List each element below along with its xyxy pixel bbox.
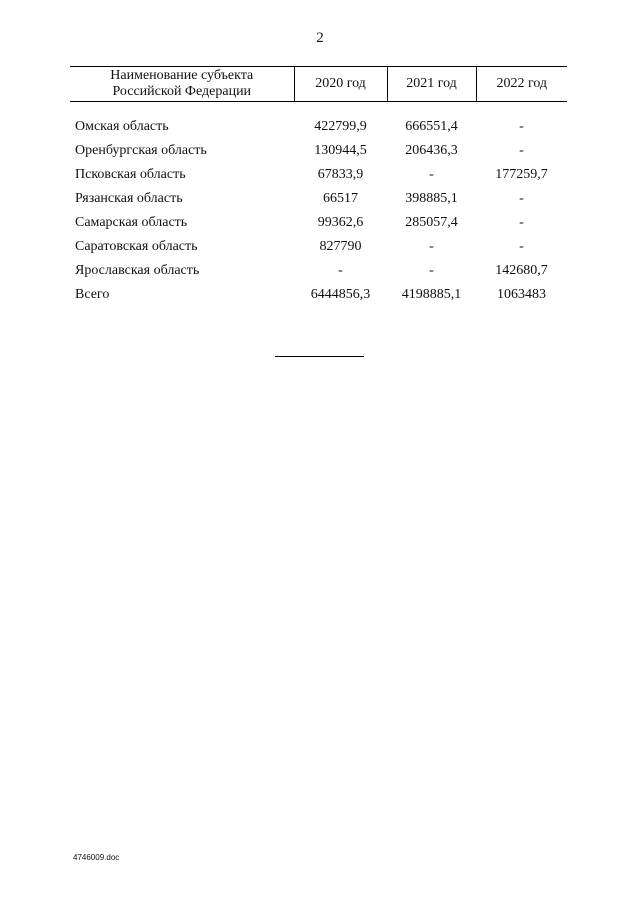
- row-value-2020: 6444856,3: [310, 287, 371, 302]
- row-value-2021: 206436,3: [405, 143, 458, 158]
- row-value-2022: -: [519, 239, 524, 254]
- table-spacer: [70, 102, 567, 116]
- table-row: [70, 115, 567, 139]
- table-total-row: [70, 283, 567, 307]
- row-subject-name: Всего: [75, 287, 110, 302]
- row-value-2022: -: [519, 191, 524, 206]
- table-header: [70, 67, 567, 102]
- header-year-2020: 2020 год: [294, 67, 387, 102]
- row-subject-name: Самарская область: [75, 215, 188, 230]
- row-value-2022: -: [519, 215, 524, 230]
- row-value-2020: 99362,6: [317, 215, 364, 230]
- header-year-2022: 2022 год: [476, 67, 567, 102]
- row-subject-name: Оренбургская область: [75, 143, 207, 158]
- row-value-2021: -: [429, 263, 434, 278]
- row-subject-name: Псковская область: [75, 167, 186, 182]
- row-value-2021: -: [429, 167, 434, 182]
- row-subject-name: Саратовская область: [75, 239, 198, 254]
- row-value-2022: 1063483: [497, 287, 546, 302]
- row-value-2020: 130944,5: [314, 143, 367, 158]
- table-row: [70, 187, 567, 211]
- document-id: 4746009.doc: [73, 853, 120, 862]
- row-subject-name: Ярославская область: [75, 263, 200, 278]
- row-value-2020: -: [338, 263, 343, 278]
- row-value-2020: 67833,9: [317, 167, 364, 182]
- row-value-2021: 4198885,1: [401, 287, 462, 302]
- row-value-2021: -: [429, 239, 434, 254]
- row-value-2021: 285057,4: [405, 215, 458, 230]
- row-value-2021: 666551,4: [405, 119, 458, 134]
- header-row: [70, 67, 567, 102]
- row-value-2020: 827790: [319, 239, 362, 254]
- row-subject-name: Омская область: [75, 119, 169, 134]
- row-value-2020: 66517: [323, 191, 358, 206]
- subjects-table: [70, 66, 567, 307]
- table-row: [70, 163, 567, 187]
- row-value-2022: -: [519, 119, 524, 134]
- row-value-2022: 142680,7: [495, 263, 548, 278]
- row-value-2020: 422799,9: [314, 119, 367, 134]
- row-subject-name: Рязанская область: [75, 191, 183, 206]
- end-of-document-rule: [275, 356, 364, 357]
- header-subject-name-line1: Наименование субъекта: [110, 68, 254, 83]
- row-value-2022: -: [519, 143, 524, 158]
- table-row: [70, 139, 567, 163]
- table-row: [70, 235, 567, 259]
- page-number: 2: [316, 30, 324, 46]
- table-row: [70, 259, 567, 283]
- table-body: [70, 102, 567, 308]
- row-value-2022: 177259,7: [495, 167, 548, 182]
- header-subject-name-line2: Российской Федерации: [112, 84, 252, 99]
- header-year-2021: 2021 год: [387, 67, 476, 102]
- header-subject-name: [70, 67, 294, 102]
- table-row: [70, 211, 567, 235]
- row-value-2021: 398885,1: [405, 191, 458, 206]
